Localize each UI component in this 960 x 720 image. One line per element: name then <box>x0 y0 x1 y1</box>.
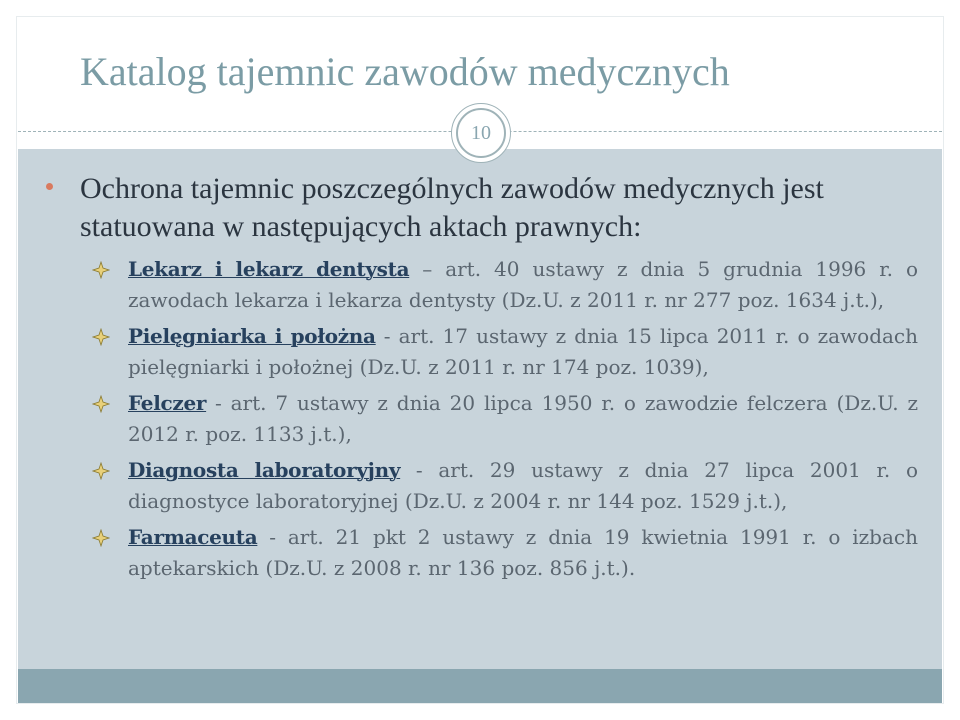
list-item <box>92 455 918 517</box>
diamond-bullet-icon <box>92 395 110 413</box>
diamond-bullet-icon <box>92 529 110 547</box>
legal-reference: - art. 21 pkt 2 ustawy z dnia 19 kwietnia 1991 r. o izbach aptekarskich (Dz.U. z 2008 r. nr 136 poz. 856 j.t.). <box>128 525 918 580</box>
list-item <box>92 388 918 450</box>
page-number: 10 <box>456 108 506 158</box>
legal-reference: - art. 7 ustawy z dnia 20 lipca 1950 r. o zawodzie felczera (Dz.U. z 2012 r. poz. 1133 j.t.), <box>128 391 918 446</box>
profession-name: Lekarz i lekarz dentysta <box>128 257 410 281</box>
diamond-bullet-icon <box>92 261 110 279</box>
intro-text: Ochrona tajemnic poszczególnych zawodów medycznych jest statuowana w następujących aktach prawnych: <box>80 172 824 243</box>
legal-reference: - art. 17 ustawy z dnia 15 lipca 2011 r. o zawodach pielęgniarki i położnej (Dz.U. z 2011 r. nr 174 poz. 1039), <box>128 324 919 379</box>
list-item <box>92 522 918 584</box>
legal-reference: – art. 40 ustawy z dnia 5 grudnia 1996 r. o zawodach lekarza i lekarza dentysty (Dz.U. z 2011 r. nr 277 poz. 1634 j.t.), <box>128 257 918 312</box>
profession-name: Pielęgniarka i położna <box>128 324 376 348</box>
profession-name: Diagnosta laboratoryjny <box>128 458 401 482</box>
diamond-bullet-icon <box>92 462 110 480</box>
legal-acts-list <box>92 254 918 589</box>
list-item <box>92 254 918 316</box>
diamond-bullet-icon <box>92 328 110 346</box>
slide-title: Katalog tajemnic zawodów medycznych <box>80 49 730 94</box>
footer-bar <box>18 669 942 703</box>
bullet-dot-icon <box>46 183 53 190</box>
list-item <box>92 321 918 383</box>
page-number-badge <box>451 103 511 163</box>
profession-name: Farmaceuta <box>128 525 258 549</box>
profession-name: Felczer <box>128 391 207 415</box>
legal-reference: - art. 29 ustawy z dnia 27 lipca 2001 r. o diagnostyce laboratoryjnej (Dz.U. z 2004 r. nr 144 poz. 1529 j.t.), <box>128 458 918 513</box>
